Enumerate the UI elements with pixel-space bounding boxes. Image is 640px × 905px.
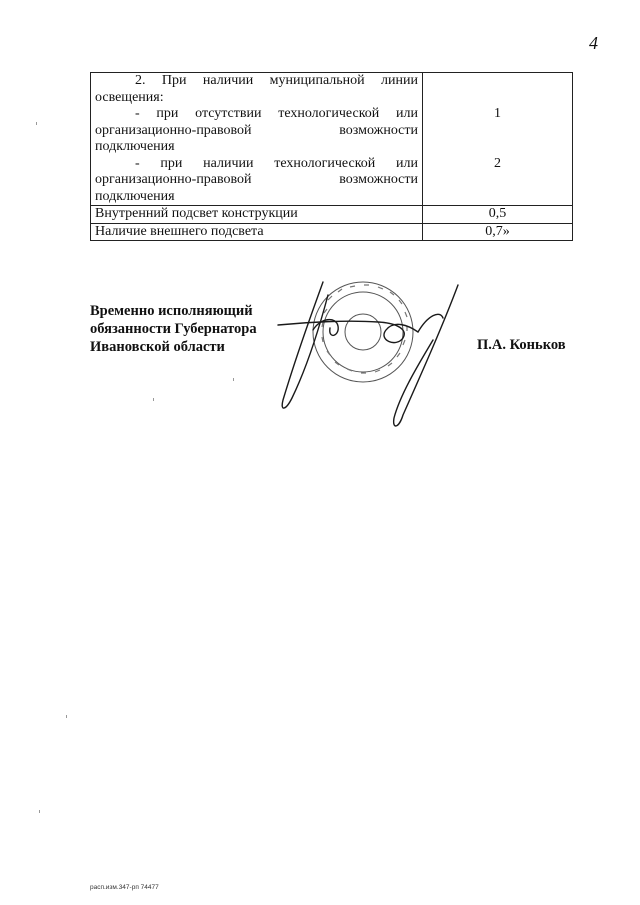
option2-line-2: организационно-правовой возможности — [95, 172, 418, 187]
scan-artifact — [39, 810, 40, 813]
table-row-internal-light — [91, 206, 573, 224]
table-row-external-light — [91, 223, 573, 241]
municipal-line-criteria-cell — [91, 73, 423, 206]
external-light-value: 0,7» — [423, 223, 573, 241]
external-light-label: Наличие внешнего подсвета — [91, 223, 423, 241]
municipal-line-heading-2: освещения: — [95, 89, 164, 105]
seal-center — [345, 314, 381, 350]
scan-artifact — [66, 715, 67, 718]
option2-value: 2 — [494, 155, 501, 171]
signatory-title-line-3: Ивановской области — [90, 339, 225, 355]
municipal-line-heading-1: 2. При наличии муниципальной линии — [135, 73, 418, 88]
municipal-line-values-cell — [423, 73, 573, 206]
signatory-title-line-2: обязанности Губернатора — [90, 321, 257, 337]
signatory-title-line-1: Временно исполняющий — [90, 303, 253, 319]
seal-inner-ring — [323, 292, 403, 372]
scan-artifact — [233, 378, 234, 381]
handwritten-signature — [278, 282, 458, 426]
signer-name: П.А. Коньков — [477, 337, 566, 353]
coefficient-table — [90, 72, 573, 241]
option2-line-1: - при наличии технологической или — [135, 155, 418, 171]
option1-line-1: - при отсутствии технологической или — [135, 106, 418, 121]
official-seal-with-signature — [268, 270, 468, 440]
scan-artifact — [36, 122, 37, 125]
internal-light-label: Внутренний подсвет конструкции — [91, 206, 423, 224]
option2-line-3: подключения — [95, 188, 175, 204]
footer-code: расп.изм.347-рп 74477 — [90, 884, 159, 891]
scan-artifact — [153, 398, 154, 401]
option1-value: 1 — [494, 106, 501, 121]
internal-light-value: 0,5 — [423, 206, 573, 224]
page-number: 4 — [589, 33, 598, 53]
option1-line-3: подключения — [95, 139, 175, 154]
signatory-title — [90, 302, 257, 356]
option1-line-2: организационно-правовой возможности — [95, 122, 418, 138]
table-row-municipal-line — [91, 73, 573, 206]
